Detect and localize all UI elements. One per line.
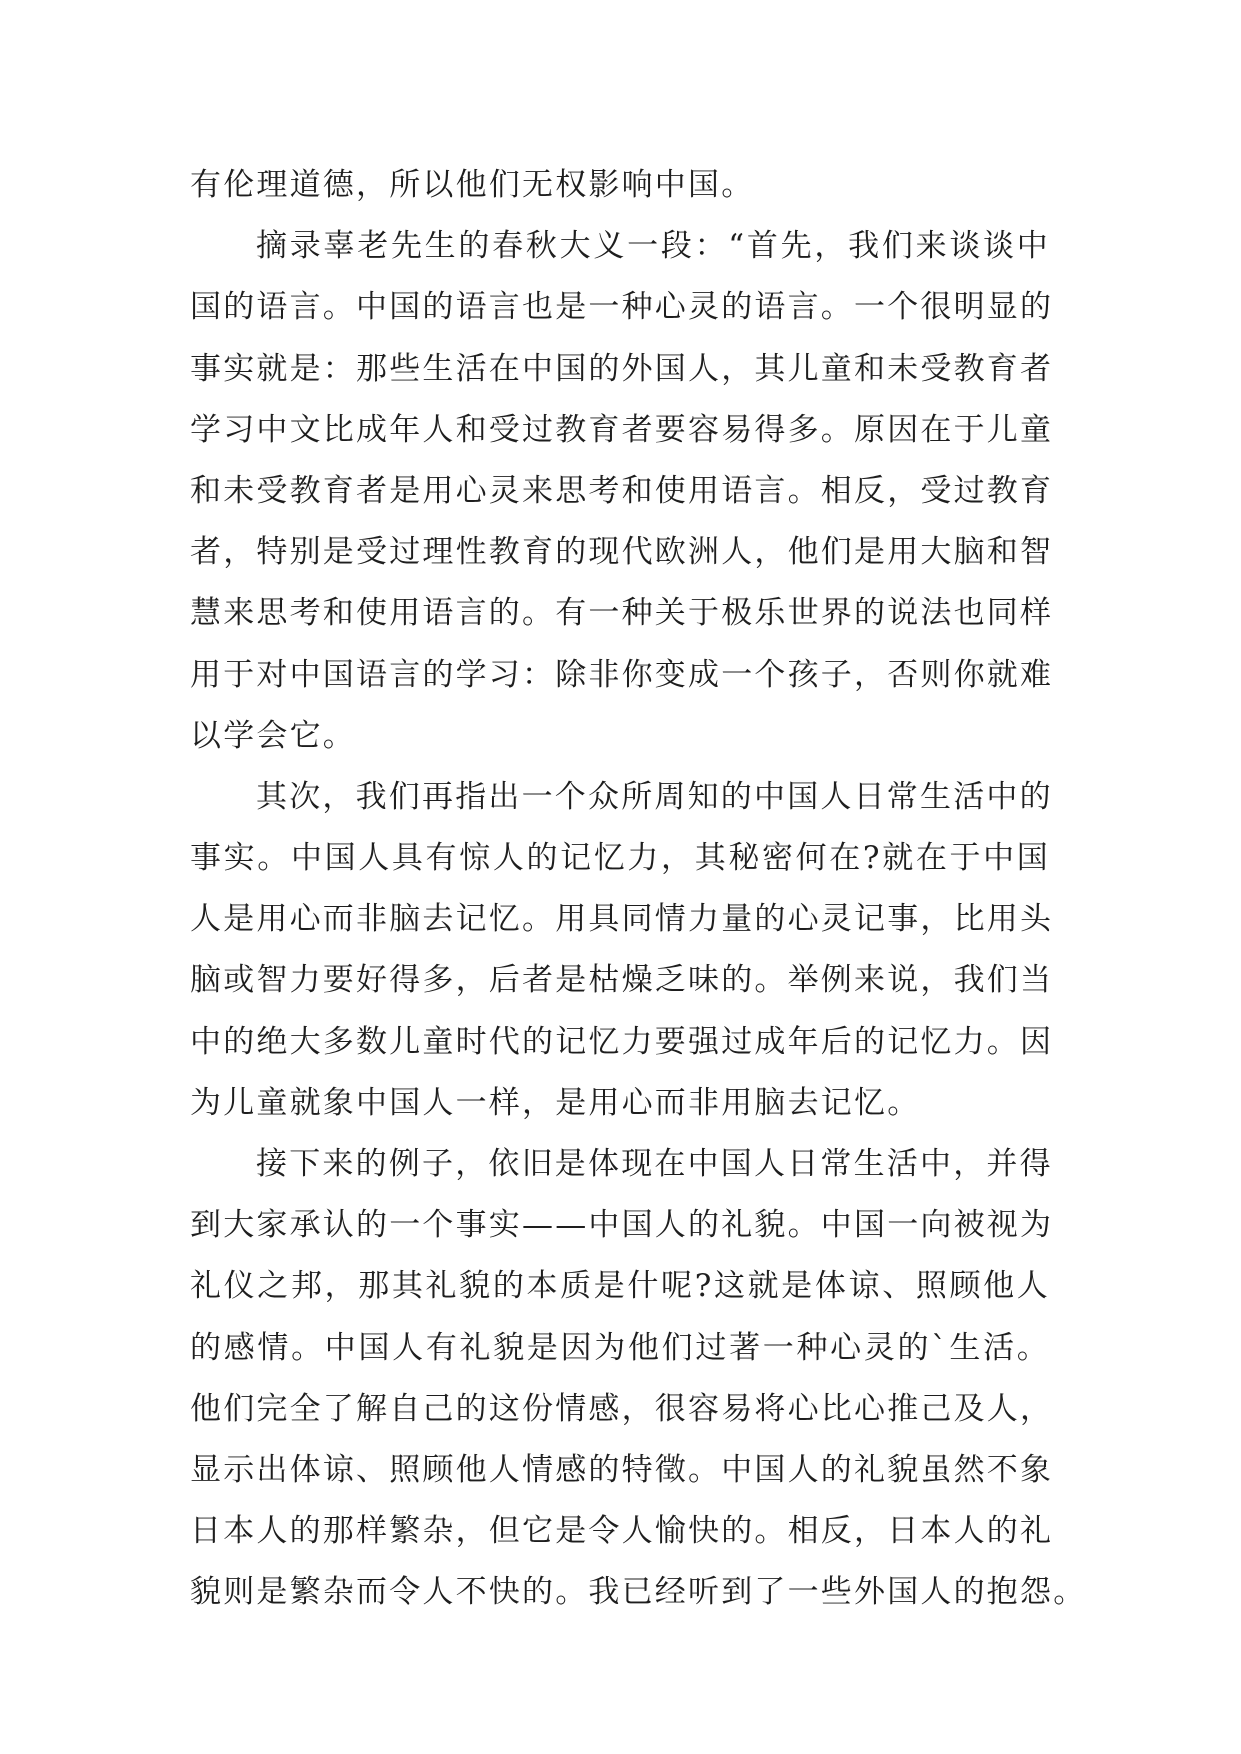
text-line: 慧来思考和使用语言的。有一种关于极乐世界的说法也同样	[190, 595, 1054, 632]
text-line: 到大家承认的一个事实——中国人的礼貌。中国一向被视为	[190, 1207, 1054, 1244]
text-line: 中的绝大多数儿童时代的记忆力要强过成年后的记忆力。因	[190, 1023, 1054, 1060]
text-line: 日本人的那样繁杂，但它是令人愉快的。相反，日本人的礼	[190, 1513, 1054, 1550]
text-line: 有伦理道德，所以他们无权影响中国。	[190, 167, 755, 203]
text-line: 者，特别是受过理性教育的现代欧洲人，他们是用大脑和智	[190, 534, 1054, 571]
body-text	[190, 155, 1087, 1624]
text-line: 脑或智力要好得多，后者是枯燥乏味的。举例来说，我们当	[190, 962, 1054, 999]
text-line: 人是用心而非脑去记忆。用具同情力量的心灵记事，比用头	[190, 901, 1054, 938]
text-line: 显示出体谅、照顾他人情感的特徵。中国人的礼貌虽然不象	[190, 1451, 1054, 1488]
text-line: 事实就是：那些生活在中国的外国人，其儿童和未受教育者	[190, 350, 1054, 387]
text-line: 貌则是繁杂而令人不快的。我已经听到了一些外国人的抱怨。	[190, 1574, 1087, 1611]
text-line: 摘录辜老先生的春秋大义一段：“首先，我们来谈谈中	[256, 228, 1050, 265]
text-line: 用于对中国语言的学习：除非你变成一个孩子，否则你就难	[190, 656, 1054, 693]
text-line: 事实。中国人具有惊人的记忆力，其秘密何在?就在于中国	[190, 840, 1050, 877]
text-line: 的感情。中国人有礼貌是因为他们过著一种心灵的`生活。	[190, 1329, 1050, 1366]
text-line: 为儿童就象中国人一样，是用心而非用脑去记忆。	[190, 1084, 921, 1121]
text-line: 和未受教育者是用心灵来思考和使用语言。相反，受过教育	[190, 472, 1054, 509]
text-line: 其次，我们再指出一个众所周知的中国人日常生活中的	[256, 778, 1053, 815]
text-line: 国的语言。中国的语言也是一种心灵的语言。一个很明显的	[190, 289, 1054, 326]
text-line: 他们完全了解自己的这份情感，很容易将心比心推己及人，	[190, 1390, 1054, 1427]
text-line: 学习中文比成年人和受过教育者要容易得多。原因在于儿童	[190, 411, 1054, 448]
text-line: 礼仪之邦，那其礼貌的本质是什呢?这就是体谅、照顾他人	[190, 1268, 1050, 1305]
text-line: 以学会它。	[190, 717, 356, 754]
text-line: 接下来的例子，依旧是体现在中国人日常生活中，并得	[256, 1146, 1053, 1182]
